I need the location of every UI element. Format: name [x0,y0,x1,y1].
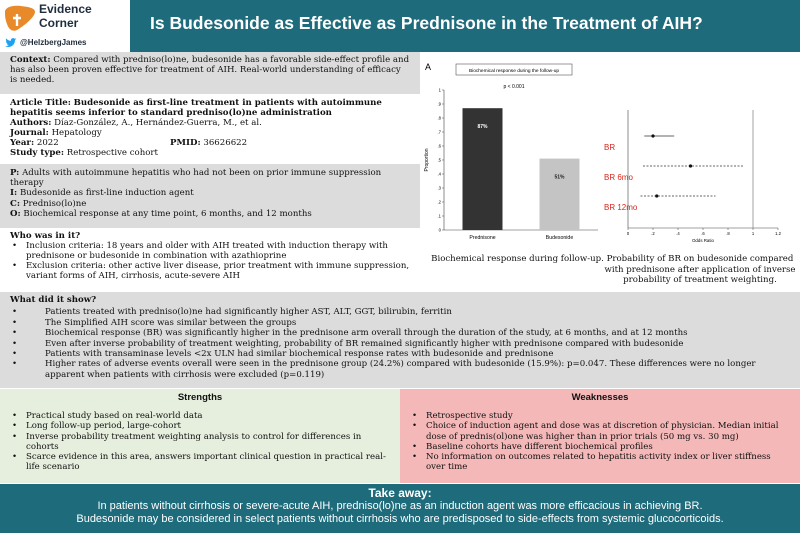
y-tick-label: 1 [438,87,441,93]
pico-section [0,164,420,228]
who-heading: Who was in it? [10,231,81,241]
study-type-label: Study type: [10,148,65,158]
pico-comparison: Predniso(lo)ne [22,198,87,209]
page-title: Is Budesonide as Effective as Prednisone in the Treatment of AIH? [150,13,703,33]
list-item: • Patients with transaminase levels <2x ULN had similar biochemical response rates with budesonide and prednisone [10,349,790,359]
takeaway-line-2: Budesonide may be considered in select patients without cirrhosis who are predisposed to side-effects from systemic glucocorticoids. [76,513,724,525]
list-item: • Higher rates of adverse events overall were seen in the prednisone group (24.2%) compared with budesonide (15.9%): p=0.047. These differences were no longer apparent when patients with cirrhosis were excluded (p=0.119) [10,359,790,380]
bar [540,159,580,230]
point-label: BR 12mo [604,203,638,212]
article-title-label: Article Title: [10,98,71,108]
pico-population: Adults with autoimmune hepatitis who had not been on prior immune suppression therapy [10,168,382,189]
journal: Hepatology [51,128,102,138]
pico-i-label: I: [10,188,18,199]
list-item: • Even after inverse probability of treatment weighting, probability of BR remained significantly higher with prednisone compared with budesonide [10,339,790,349]
pmid-label: PMID: [170,138,201,148]
list-item: • Inclusion criteria: 18 years and older with AIH treated with induction therapy with prednisone or budesonide in combination with azathioprine [10,241,410,261]
y-tick-label: .3 [437,185,441,191]
y-tick-label: .7 [437,129,441,135]
brand-line-1: Evidence [39,2,92,16]
list-item: • Long follow-up period, large-cohort [10,421,390,431]
y-tick-label: .1 [437,213,441,219]
figures-area [420,52,800,290]
results-heading: What did it show? [10,295,97,305]
strengths-list [10,411,390,472]
article-section [0,94,420,164]
panel-label: A [425,62,432,72]
y-tick-label: .6 [437,143,441,149]
list-item: • Patients treated with predniso(lo)ne had significantly higher AST, ALT, GGT, bilirubin, ferritin [10,307,790,317]
list-item: • Biochemical response (BR) was significantly higher in the prednisone arm overall through the duration of the study, at 6 months, and at 12 months [10,328,790,338]
y-tick-label: .2 [437,199,441,205]
x-tick-label: .4 [676,231,680,236]
bar-chart [420,52,610,242]
bar-chart-title: Biochemical response during the follow-up [468,69,560,74]
pico-o-label: O: [10,208,21,219]
y-axis-label: Proportion [424,148,430,172]
header-band [0,0,800,52]
x-tick-label: .2 [651,231,655,236]
context-label: Context: [10,55,51,65]
odds-ratio-point [651,134,654,137]
x-tick-label: 1 [751,231,755,236]
authors-label: Authors: [10,118,52,128]
list-item: • Baseline cohorts have different biochemical profiles [410,442,790,452]
weaknesses-section [400,389,800,483]
takeaway-text [0,500,800,526]
bar-chart-caption: Biochemical response during follow-up. [431,254,604,264]
x-tick-label: .8 [726,231,730,236]
study-type: Retrospective cohort [66,148,158,158]
point-label: BR 6mo [604,173,633,182]
y-tick-label: .9 [437,101,441,107]
list-item: • Practical study based on real-world data [10,411,390,421]
weaknesses-heading: Weaknesses [571,392,629,403]
who-section [0,228,420,288]
x-tick-label: Prednisone [469,235,496,241]
brand-line-2: Corner [39,16,79,30]
forest-plot-caption: Probability of BR on budesonide compared with prednisone after application of inverse probability of treatment weighting. [604,254,796,285]
x-tick-label: 1.2 [775,231,781,236]
odds-ratio-point [689,164,692,167]
article-title: Budesonide as first-line treatment in patients with autoimmune hepatitis seems inferior to standard predniso(lo)ne administration [10,98,382,118]
list-item: • Inverse probability treatment weighting analysis to control for differences in cohorts [10,432,390,452]
y-tick-label: .8 [437,115,441,121]
x-tick-label: Budesonide [545,235,574,241]
takeaway-band [0,484,800,533]
authors: Díaz-González, A., Hernández-Guerra, M., et al. [54,118,262,128]
y-tick-label: .5 [437,157,441,163]
pmid: 36626622 [203,138,248,148]
pico-c-label: C: [10,198,21,209]
pico-intervention: Budesonide as first-line induction agent [19,188,194,199]
forest-plot [600,52,800,242]
bar-data-label: 87% [477,124,488,131]
pico-outcome: Biochemical response at any time point, 6 months, and 12 months [23,208,312,219]
context-text: Compared with predniso(lo)ne, budesonide has a favorable side-effect profile and has also been proven effective for treatment of AIH. Real-world understanding of efficacy is needed. [10,55,410,85]
takeaway-line-1: In patients without cirrhosis or severe-acute AIH, predniso(lo)ne as an induction agent was more efficacious in achieving BR. [97,500,703,512]
point-label: BR [604,143,616,152]
year-label: Year: [10,138,35,148]
y-tick-label: 0 [438,227,441,233]
twitter-bird-icon [5,38,17,48]
x-axis-label: Odds Ratio [692,238,714,242]
weaknesses-list [410,411,790,472]
journal-label: Journal: [10,128,49,138]
odds-ratio-point [655,194,658,197]
list-item: • Scarce evidence in this area, answers important clinical question in practical real-life scenario [10,452,390,472]
p-value-label: p < 0.001 [503,84,525,90]
strengths-section [0,389,400,483]
who-list [10,241,410,281]
results-list [10,307,790,380]
twitter-handle[interactable]: @HelzbergJames [20,38,87,47]
y-tick-label: .4 [437,171,441,177]
list-item: • Exclusion criteria: other active liver disease, prior treatment with immune suppression, variant forms of AIH, cirrhosis, acute-severe AIH [10,261,410,281]
liver-logo-icon [3,4,37,34]
strengths-heading: Strengths [177,392,223,403]
logo-box [0,0,130,52]
x-tick-label: .6 [701,231,705,236]
list-item: • Retrospective study [410,411,790,421]
list-item: • No information on outcomes related to hepatitis activity index or liver stiffness over time [410,452,790,472]
context-section [0,52,420,94]
x-tick-label: 0 [626,231,630,236]
list-item: • Choice of induction agent and dose was at discretion of physician. Median initial dose of prednis(ol)one was higher than in prior trials (50 mg vs. 30 mg) [410,421,790,441]
results-section [0,292,800,388]
year: 2022 [36,138,59,148]
pico-p-label: P: [10,168,20,178]
bar-data-label: 51% [554,174,565,181]
takeaway-heading: Take away: [368,486,432,500]
list-item: • The Simplified AIH score was similar between the groups [10,318,790,328]
